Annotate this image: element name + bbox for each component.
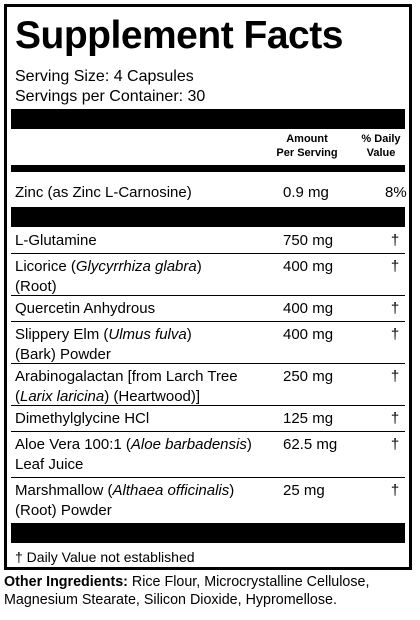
latin-name: Ulmus fulva — [108, 326, 187, 343]
ingredient-name-line1 — [15, 409, 287, 429]
other-ingredients-text: Rice Flour, Microcrystalline Cellulose, Magnesium Stearate, Silicon Dioxide, Hypromellose. — [4, 574, 370, 608]
serving-size: Serving Size: 4 Capsules — [15, 68, 194, 85]
ingredient-dv: † — [390, 482, 400, 499]
name-text: L-Glutamine — [15, 232, 97, 249]
ingredient-name-line2: (Root) Powder — [15, 502, 112, 519]
ingredient-name-line1 — [15, 231, 287, 251]
thick-divider-header — [11, 165, 405, 172]
servings-per-container: Servings per Container: 30 — [15, 88, 206, 105]
ingredient-dv: † — [390, 232, 400, 249]
thick-divider-middle — [11, 207, 405, 227]
ingredient-dv: † — [390, 258, 400, 275]
ingredient-dv: † — [390, 368, 400, 385]
ingredient-amount: 250 mg — [283, 368, 334, 385]
row-divider — [11, 431, 405, 432]
ingredient-amount: 62.5 mg — [283, 436, 338, 453]
amount-header-line2: Per Serving — [276, 147, 338, 159]
ingredient-name-line2: (Bark) Powder — [15, 346, 111, 363]
ingredient-dv: † — [390, 410, 400, 427]
ingredient-dv: † — [390, 436, 400, 453]
amount-header-line1: Amount — [286, 133, 328, 145]
ingredient-amount: 400 mg — [283, 300, 334, 317]
ingredient-amount: 125 mg — [283, 410, 334, 427]
ingredient-name-line2: Leaf Juice — [15, 456, 84, 473]
ingredient-dv: † — [390, 300, 400, 317]
thick-divider-bottom — [11, 523, 405, 543]
zinc-dv: 8% — [385, 184, 407, 201]
ingredient-name — [15, 299, 287, 319]
name-text: Dimethylglycine HCl — [15, 410, 150, 427]
ingredient-name — [15, 257, 287, 297]
name-text: Licorice ( — [15, 258, 76, 275]
latin-name: Aloe barbadensis — [130, 436, 247, 453]
supplement-facts-panel — [4, 4, 412, 570]
row-divider — [11, 321, 405, 322]
ingredient-name-line2 — [15, 387, 287, 407]
name-text: ) — [246, 436, 252, 453]
name-text: ) — [196, 258, 202, 275]
amount-per-serving-header — [261, 132, 353, 160]
ingredient-name-line1 — [15, 257, 287, 277]
ingredient-name — [15, 325, 287, 365]
latin-name: Glycyrrhiza glabra — [75, 258, 197, 275]
name-text: ) — [229, 482, 235, 499]
name-text: ) — [186, 326, 192, 343]
dv-header-line1: % Daily — [361, 133, 401, 145]
footnote: † Daily Value not established — [15, 549, 195, 565]
zinc-name: Zinc (as Zinc L-Carnosine) — [15, 184, 192, 201]
ingredient-dv: † — [390, 326, 400, 343]
ingredient-amount: 25 mg — [283, 482, 325, 499]
row-divider — [11, 363, 405, 364]
ingredient-name-line1 — [15, 435, 287, 455]
name-text: Arabinogalactan [from Larch Tree — [15, 368, 238, 385]
thick-divider-top — [11, 109, 405, 129]
ingredient-name — [15, 435, 287, 475]
other-ingredients-label: Other Ingredients: — [4, 574, 128, 590]
ingredient-name-line1 — [15, 481, 287, 501]
name-text: Aloe Vera 100:1 ( — [15, 436, 131, 453]
name-text: Marshmallow ( — [15, 482, 113, 499]
ingredient-name-line1 — [15, 367, 287, 387]
row-divider — [11, 253, 405, 254]
ingredient-amount: 400 mg — [283, 258, 334, 275]
row-divider — [11, 477, 405, 478]
name-text: Slippery Elm ( — [15, 326, 109, 343]
panel-title: Supplement Facts — [15, 14, 343, 57]
ingredient-name-line2: (Root) — [15, 278, 57, 295]
other-ingredients — [4, 573, 418, 609]
name-text: ) (Heartwood)] — [104, 388, 201, 405]
ingredient-name — [15, 409, 287, 429]
ingredient-name — [15, 481, 287, 521]
ingredient-amount: 750 mg — [283, 232, 334, 249]
name-text: Quercetin Anhydrous — [15, 300, 156, 317]
ingredient-name-line1 — [15, 325, 287, 345]
zinc-amount: 0.9 mg — [283, 184, 329, 201]
daily-value-header — [353, 132, 409, 160]
dv-header-line2: Value — [366, 147, 396, 159]
row-divider — [11, 405, 405, 406]
ingredient-name — [15, 231, 287, 251]
ingredient-name — [15, 367, 287, 407]
ingredient-amount: 400 mg — [283, 326, 334, 343]
row-divider — [11, 295, 405, 296]
name-text: ( — [15, 388, 20, 405]
latin-name: Althaea officinalis — [112, 482, 230, 499]
ingredient-name-line1 — [15, 299, 287, 319]
latin-name: Larix laricina — [20, 388, 105, 405]
